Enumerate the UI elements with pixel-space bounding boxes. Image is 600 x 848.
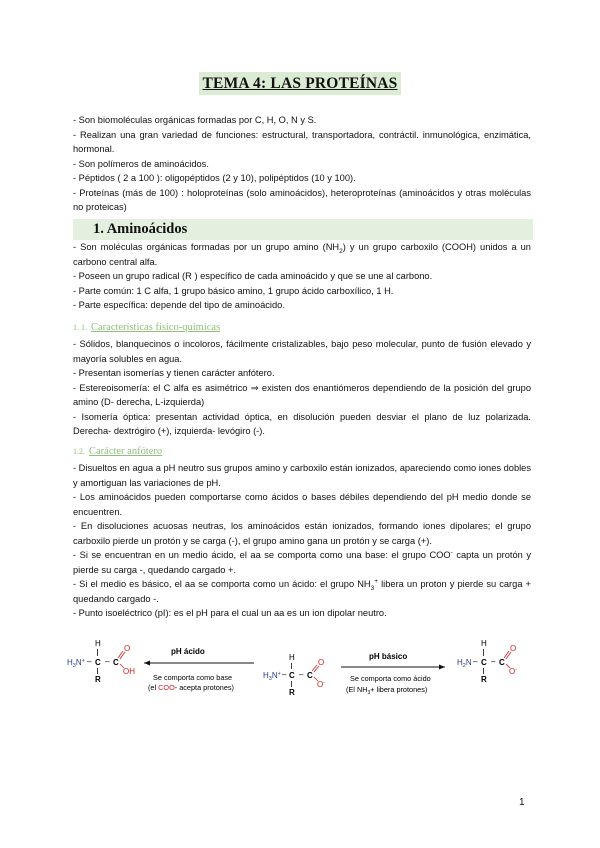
intro-list: [73, 113, 531, 215]
hydrogen-label: H: [95, 639, 101, 648]
bond-dash: –: [105, 657, 110, 666]
intro-line: - Son biomoléculas orgánicas formadas por C, H, O, N y S.: [73, 115, 317, 125]
hydrogen-label: H: [289, 653, 295, 662]
ph-basic-label: pH básico: [369, 652, 408, 661]
acid-caption-line1: Se comporta como ácido: [350, 674, 431, 683]
subheading-caracter-anfotero: [73, 446, 162, 457]
bond-dash: –: [491, 657, 496, 666]
radical-label: R: [289, 688, 295, 697]
intro-line: - Realizan una gran variedad de funciones: estructural, transportadora, contráctil. inmunológica, enzimática, hormonal.: [73, 129, 531, 154]
line-part: capta un protón y pierde su carga -, quedando cargado +.: [73, 550, 531, 575]
oxygen-label: O: [124, 644, 131, 653]
arrow-acid: [144, 647, 254, 692]
radical-label: R: [481, 675, 487, 684]
bond-line: [504, 651, 509, 658]
sub1-line: - Estereoisomería: el C alfa es asimétrico ⇒ existen dos enantiómeros dependiendo de la posición del grupo amino (D- derecha, L-izquierda): [73, 382, 531, 407]
line-part: ) y un grupo carboxilo (COOH) unidos a un carbono central alfa.: [73, 242, 531, 267]
carbon-label: C: [289, 671, 295, 680]
arrow-head: [439, 665, 445, 670]
bond-line: [120, 652, 125, 659]
sub2-line: - Disueltos en agua a pH neutro sus grupos amino y carboxilo están ionizados, apareciendo como iones dobles y amortiguan las variaciones de pH.: [73, 463, 531, 488]
bond-line: [118, 651, 123, 658]
subheading-text: Características físico-químicas: [91, 322, 221, 333]
caption-part: (El NH: [346, 685, 368, 694]
ph-acid-label: pH ácido: [171, 647, 205, 656]
subheading-text: Carácter anfótero: [89, 446, 163, 457]
subscript: 3: [370, 584, 375, 592]
sub2-line: - En disoluciones acuosas neutras, los aminoácidos están ionizados, formando iones dipolares; el grupo carboxilo pierde un protón y se carga (-), el grupo amino gana un protón y se carga (+).: [73, 521, 531, 546]
carbon-label: C: [95, 658, 101, 667]
caption-part: + libera protones): [370, 685, 428, 694]
arrow-basic: [341, 652, 445, 696]
bond-line: [506, 652, 511, 659]
oxygen-minus-label: O-: [317, 680, 326, 689]
hydrogen-label: H: [481, 639, 487, 648]
caption-part: COO: [158, 683, 175, 692]
h3n-plus-label: $H_3N^+$: [67, 658, 85, 669]
bond-dash: –: [87, 657, 92, 666]
intro-line: - Proteínas (más de 100) : holoproteínas (solo aminoácidos), heteroproteínas (aminoácidos y otras moléculas no proteicas): [73, 187, 531, 212]
section1-line: [73, 240, 531, 269]
sub1-line: - Sólidos, blanquecinos o incoloros, fácilmente cristalizables, bajo peso molecular, punto de fusión elevado y mayoría solubles en agua.: [73, 339, 531, 364]
subheading-caracteristicas: [73, 322, 220, 333]
line-part: libera un proton y pierde su carga + quedando cargado -.: [73, 579, 531, 604]
acid-caption-line2: [346, 685, 427, 696]
bond-line: [312, 665, 317, 671]
sub1-line: - Isomería óptica: presentan actividad óptica, en disolución pueden desviar el plano de luz polarizada. Derecha- dextrógiro (+), izquierda- levógiro (-).: [73, 411, 531, 436]
title-wrap: [0, 72, 600, 95]
amphoteric-diagram: [60, 636, 540, 716]
bond-dash: –: [473, 657, 478, 666]
bond-dash: –: [282, 670, 287, 679]
carbon-label: C: [113, 658, 119, 667]
intro-line: - Péptidos ( 2 a 100 ): oligopéptidos (2 y 10), polipéptidos (10 y 100).: [73, 173, 356, 183]
section1-line: - Parte común: 1 C alfa, 1 grupo básico amino, 1 grupo ácido carboxílico, 1 H.: [73, 285, 394, 296]
hydroxyl-label: OH: [123, 667, 135, 676]
caption-part: - acepta protones): [174, 683, 234, 692]
sub2-text: [73, 461, 531, 621]
page-number: 1: [519, 797, 525, 808]
page-title: TEMA 4: LAS PROTEÍNAS: [199, 72, 402, 95]
carbon-label: C: [481, 658, 487, 667]
sub2-line: - Punto isoeléctrico (pI): es el pH para el cual un aa es un ion dipolar neutro.: [73, 608, 387, 618]
section1-line: - Poseen un grupo radical (R ) específico de cada aminoácido y que se une al carbono.: [73, 271, 433, 281]
molecule-basic-form: [457, 639, 517, 684]
section-heading-text: 1. Aminoácidos: [93, 221, 188, 237]
section-heading-aminoacidos: [73, 219, 533, 240]
line-part: - Si se encuentran en un medio ácido, el aa se comporta como una base: el grupo COO: [73, 550, 451, 560]
caption-part: (el: [148, 683, 159, 692]
line-part: - Son moléculas orgánicas formadas por un grupo amino (NH: [73, 242, 340, 252]
oxygen-label: O: [510, 644, 517, 653]
sub2-line: [73, 577, 531, 606]
radical-label: R: [95, 675, 101, 684]
molecule-acid-form: [67, 639, 135, 684]
carbon-label: C: [307, 671, 313, 680]
base-caption-line1: Se comporta como base: [153, 673, 233, 682]
subheading-number: 1.2.: [73, 447, 85, 456]
arrow-head: [144, 661, 150, 666]
molecule-zwitterion: [263, 653, 325, 697]
sub2-line: - Los aminoácidos pueden comportarse como ácidos o bases débiles dependiendo del pH medio donde se encuentren.: [73, 492, 531, 517]
section1-text: [73, 240, 531, 313]
sub2-line: [73, 548, 531, 577]
carbon-label: C: [499, 658, 505, 667]
oxygen-minus-label: O-: [509, 667, 518, 676]
line-part: - Si el medio es básico, el aa se comporta como un ácido: el grupo NH: [73, 579, 371, 589]
oxygen-label: O: [318, 658, 325, 667]
caption-part: 3: [367, 690, 371, 696]
superscript: -: [450, 548, 453, 556]
base-caption-line2: [148, 683, 234, 692]
h3n-plus-label: $H_3N^+$: [263, 671, 281, 682]
bond-dash: –: [299, 670, 304, 679]
intro-line: - Son polímeros de aminoácidos.: [73, 158, 209, 169]
h2n-label: $H_2N$: [457, 658, 472, 669]
sub1-line: - Presentan isomerías y tienen carácter anfótero.: [73, 368, 275, 378]
subheading-number: 1. 1.: [73, 323, 87, 332]
sub1-text: [73, 337, 531, 439]
subscript: 2: [339, 247, 343, 255]
section1-line: - Parte específica: depende del tipo de aminoácido.: [73, 300, 285, 310]
superscript: +: [374, 577, 379, 585]
